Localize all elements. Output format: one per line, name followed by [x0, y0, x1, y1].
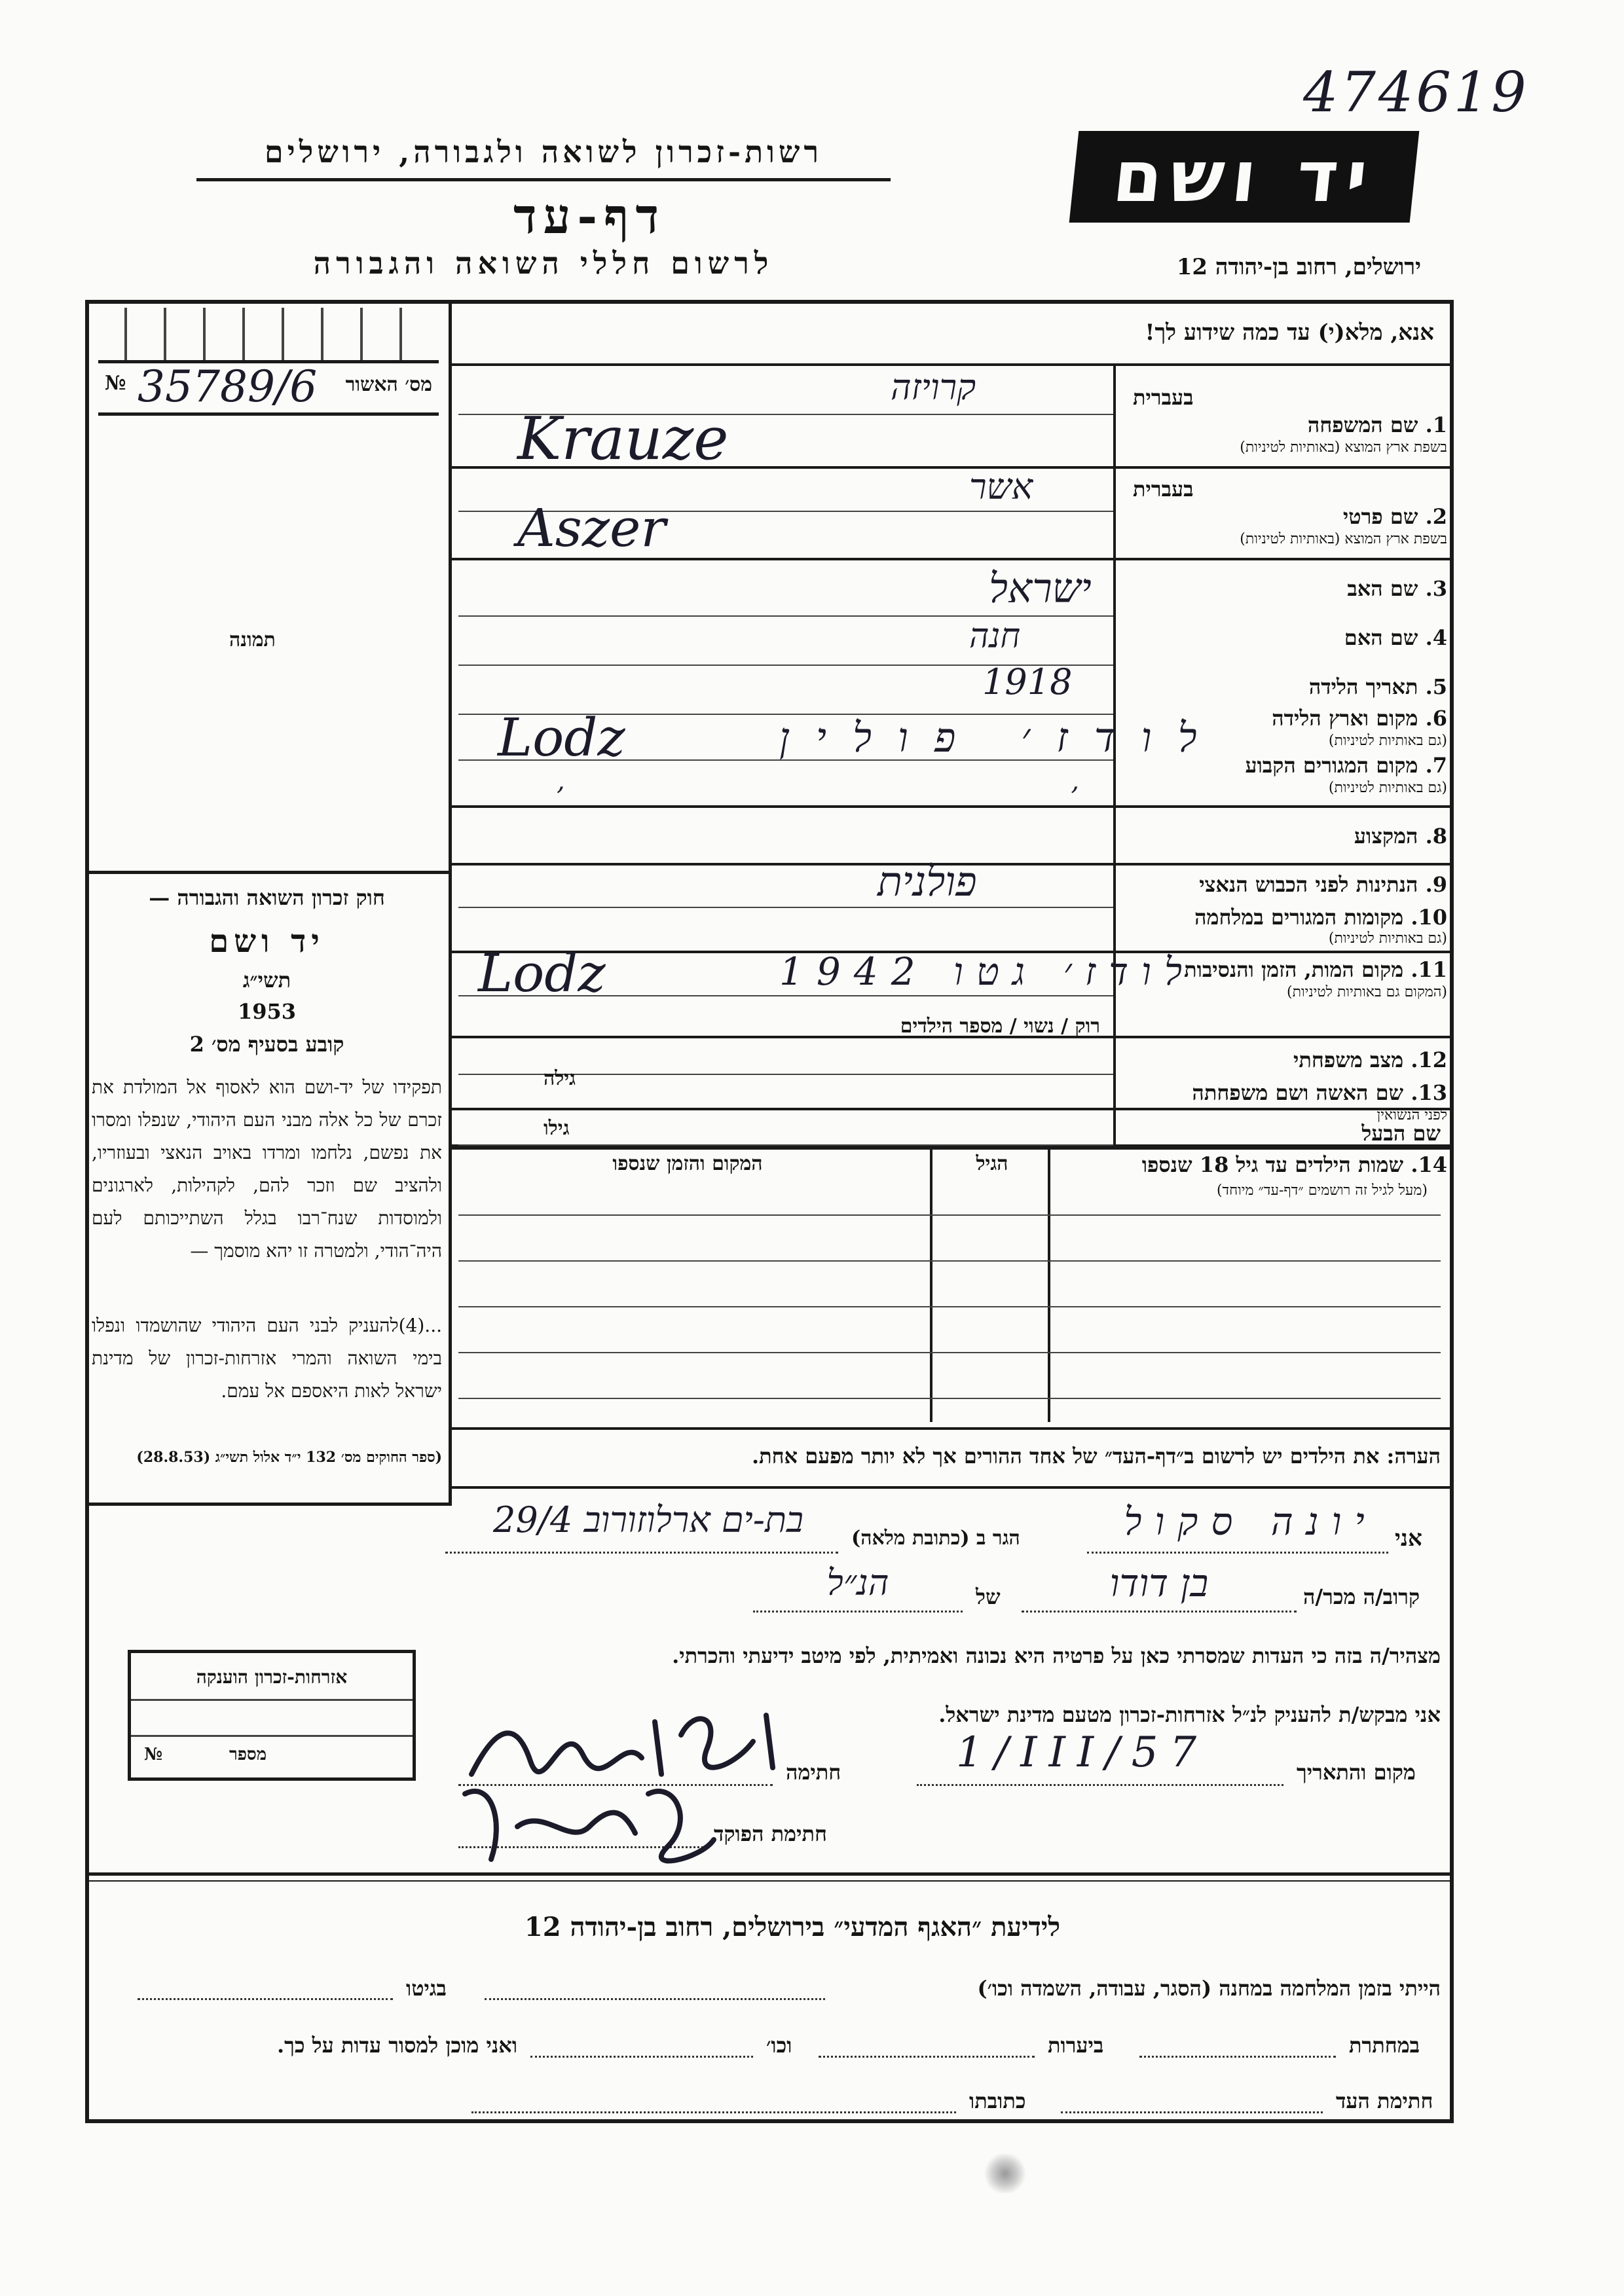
footer-line2-b: ביערות [1048, 2033, 1104, 2058]
declarant-relation: בן דודו [1109, 1561, 1209, 1605]
field-13-number: 13. [1411, 1080, 1447, 1105]
children-col-divider [930, 1147, 932, 1422]
field-1-text: שם המשפחה [1307, 412, 1418, 437]
field-13-sub: לפני הנשואין [1376, 1107, 1447, 1123]
field-5-value: 1918 [982, 661, 1073, 702]
field-7-text: מקום המגורים הקבוע [1245, 753, 1418, 778]
field-4-number: 4. [1425, 625, 1447, 650]
field-1-value-latin: Krauze [517, 405, 729, 473]
law-name: יד ושם [209, 923, 325, 960]
field-11-sub: (המקום גם באותיות לטיניות) [1287, 984, 1447, 1000]
authority-title: רשות-זכרון לשואה ולגבורה, ירושלים [264, 134, 823, 170]
citizenship-number-label: מספר [229, 1745, 267, 1764]
declarant-resides-label: הגר ב (כתובת מלאה) [851, 1527, 1020, 1550]
field-1-value-hebrew: קרויזה [891, 367, 976, 408]
law-year-hebrew: תשי״ג [242, 968, 291, 993]
field-5-label [1126, 674, 1447, 699]
field-12-text: מצב משפחתי [1293, 1048, 1404, 1072]
citizenship-title: אזרחות-זכרון הוענקה [196, 1666, 348, 1688]
field-5-number: 5. [1425, 674, 1447, 699]
form-title: דף-עד [513, 189, 666, 245]
declarant-ani-label: אני [1395, 1525, 1422, 1552]
field-2-number: 2. [1425, 504, 1447, 529]
field-2-side: בעברית [1133, 477, 1194, 501]
note-text: הערה: את הילדים יש לרשום ב״דף-העד״ של אחד ההורים אך לא יותר מפעם אחת. [751, 1444, 1441, 1468]
registration-box [98, 308, 439, 426]
field-12-options: רוק / נשוי / מספר הילדים [900, 1015, 1100, 1038]
registration-label: מס׳ האשור [345, 373, 432, 396]
husband-label: שם הבעל [1361, 1121, 1441, 1146]
field-11-value-latin: Lodz [478, 943, 606, 1004]
address: ירושלים, רחוב בן-יהודה 12 [1176, 254, 1421, 280]
children-sub: (מעל לגיל זה רושמים ״דף-עד״ מיוחד) [1216, 1182, 1428, 1199]
field-8-number: 8. [1425, 824, 1447, 848]
declarant-address: בת-ים ארלוזורוב 29/4 [493, 1499, 803, 1540]
law-clause-4: ...(4)להעניק לבני העם היהודי שהושמדו ונפלו בימי השואה והמרי אזרחות-זכרון של מדינת ישראל לאות היאספם אל עמם. [92, 1315, 442, 1402]
field-4-label [1126, 625, 1447, 650]
left-column-divider [449, 300, 452, 1504]
field-6-value-hebrew: לודז׳ פולין [779, 714, 1223, 761]
field-10-label [1126, 905, 1447, 930]
field-4-value: חנה [969, 617, 1021, 656]
field-divider [451, 805, 1454, 808]
children-label [1061, 1152, 1447, 1177]
field-7-sub: (גם באותיות לטיניות) [1328, 780, 1447, 796]
field-12-label [1126, 1048, 1447, 1072]
field-11-number: 11. [1411, 957, 1447, 982]
intro-text: אנא, מלא(י) עד כמה שידוע לך! [1145, 319, 1434, 346]
officer-signature-label: חתימת הפוקד [714, 1821, 827, 1846]
children-col-age: הגיל [976, 1152, 1008, 1175]
declarant-relation-label: קרוב/ה מכר/ה [1303, 1584, 1420, 1609]
archive-number: 474619 [1303, 60, 1529, 124]
field-9-text: הנתינות לפני הכבוש הנאצי [1199, 872, 1418, 897]
footer-line2-a: במחתרת [1349, 2033, 1420, 2058]
field-10-text: מקומות המגורים במלחמה [1194, 905, 1404, 930]
footer-divider-thin [85, 1880, 1454, 1882]
field-6-value-latin: Lodz [498, 707, 625, 768]
husband-age-label: גילו [544, 1117, 570, 1140]
scan-smudge [982, 2154, 1028, 2193]
law-box [92, 871, 442, 1499]
field-4-text: שם האם [1344, 625, 1418, 650]
field-2-text: שם פרטי [1342, 504, 1418, 529]
law-source: (ספר החוקים מס׳ 132 י״ד אלול תשי״ג (28.8.53) [136, 1449, 442, 1466]
officer-signature [452, 1768, 727, 1872]
children-col-place: המקום והזמן שנספו [612, 1152, 763, 1175]
footer-divider [85, 1872, 1454, 1876]
logo-text: יד ושם [1109, 136, 1380, 218]
footer-line3-b: כתובתו [969, 2088, 1026, 2113]
footer-line2-d: ואני מוכן למסור עדות על כך. [276, 2033, 517, 2058]
field-6-text: מקום וארץ הלידה [1272, 706, 1418, 731]
field-9-label [1126, 872, 1447, 897]
photo-label: תמונה [229, 629, 276, 651]
field-11-text: מקום המות, הזמן והנסיבות [1184, 957, 1404, 982]
field-6-sub: (גם באותיות לטיניות) [1328, 733, 1447, 749]
field-7-number: 7. [1425, 753, 1447, 778]
field-13-age-label: גילה [544, 1067, 576, 1090]
field-2-value-hebrew: אשר [969, 466, 1033, 507]
law-year: 1953 [237, 999, 297, 1024]
law-box-bottom [85, 1503, 452, 1506]
field-7-value: , , [557, 766, 1329, 796]
yad-vashem-logo [1069, 131, 1420, 223]
field-1-number: 1. [1425, 412, 1447, 437]
field-3-text: שם האב [1347, 576, 1418, 601]
declarant-name: יונה סקול [1124, 1499, 1378, 1544]
request-text: אני מבקש/ת להעניק לנ״ל אזרחות-זכרון מטעם מדינת ישראל. [938, 1702, 1441, 1727]
place-date-label: מקום והתאריך [1297, 1760, 1416, 1785]
declarant-of-label: של [976, 1584, 1001, 1609]
children-col-divider [1048, 1147, 1050, 1422]
footer-title: לידיעת ״האגף המדעי״ בירושלים, רחוב בן-יהודה 12 [524, 1912, 1061, 1942]
field-11-value-hebrew: לודז׳ גטו 1942 [779, 949, 1195, 994]
footer-line3-a: חתימת העד [1336, 2088, 1433, 2113]
footer-line1-b: בגיטו [406, 1976, 447, 2001]
children-text: שמות הילדים עד גיל 18 שנספו [1141, 1152, 1404, 1177]
field-3-number: 3. [1425, 576, 1447, 601]
field-1-label [1126, 412, 1447, 437]
law-body: תפקידו של יד-ושם הוא לאסוף אל המולדת את זכרם של כל אלה מבני העם היהודי, שנפלו ומסרו את נפשם, נלחמו ומרדו באויב הנאצי ובעוזריו, ולהציב שם וזכר להם, לקהילות, לארגונים ולמוסדות שנח־רבו בגלל השתייכותם לעם היה־הודי, ולמטרה זו יהא מוסמך — [92, 1076, 442, 1262]
intro-divider [451, 363, 1454, 366]
form-subtitle: לרשום חללי השואה והגבורה [313, 246, 774, 281]
field-12-number: 12. [1411, 1048, 1447, 1072]
field-2-label [1126, 504, 1447, 529]
authority-underline [196, 178, 891, 181]
field-3-label [1126, 576, 1447, 601]
registration-no-sign: № [105, 372, 126, 395]
field-13-label [1126, 1080, 1447, 1105]
field-8-label [1126, 824, 1447, 848]
field-3-value: ישראל [989, 564, 1092, 612]
field-1-sub: בשפת ארץ המוצא (באותיות לטיניות) [1240, 439, 1447, 456]
field-2-value-latin: Aszer [517, 498, 666, 558]
footer-line2-c: וכו׳ [766, 2033, 792, 2058]
citizenship-no-sign: № [144, 1745, 163, 1764]
field-9-value: פולנית [877, 858, 977, 905]
law-title: חוק זכרון השואה והגבורה — [149, 885, 385, 910]
citizenship-box [128, 1650, 416, 1781]
footer-line1-a: הייתי בזמן המלחמה במחנה (הסגר, עבודה, השמדה וכו׳) [977, 1976, 1441, 2001]
field-10-number: 10. [1411, 905, 1447, 930]
declaration-text: מצהיר/ה בזה כי העדות שמסרתי כאן על פרטיה היא נכונה ואמיתית, לפי מיטב ידיעתי והכרתי. [672, 1643, 1441, 1668]
field-8-text: המקצוע [1354, 824, 1418, 848]
note-bottom [451, 1486, 1454, 1489]
field-10-sub: (גם באותיות לטיניות) [1328, 930, 1447, 947]
field-5-text: תאריך הלידה [1308, 674, 1418, 699]
children-table-top [451, 1147, 1454, 1150]
note-divider [451, 1427, 1454, 1430]
signature-label: חתימה [786, 1760, 841, 1785]
field-13-text: שם האשה ושם משפחתה [1192, 1080, 1404, 1105]
registration-value: 35789/6 [138, 361, 318, 412]
field-6-number: 6. [1425, 706, 1447, 731]
field-9-number: 9. [1425, 872, 1447, 897]
law-clause: קובע בסעיף מס׳ 2 [189, 1032, 344, 1057]
place-date-value: 1/III/57 [956, 1728, 1209, 1777]
children-number: 14. [1411, 1152, 1447, 1177]
field-2-sub: בשפת ארץ המוצא (באותיות לטיניות) [1240, 531, 1447, 547]
field-1-side: בעברית [1133, 385, 1194, 410]
declarant-of-value: הנ״ל [826, 1562, 889, 1603]
